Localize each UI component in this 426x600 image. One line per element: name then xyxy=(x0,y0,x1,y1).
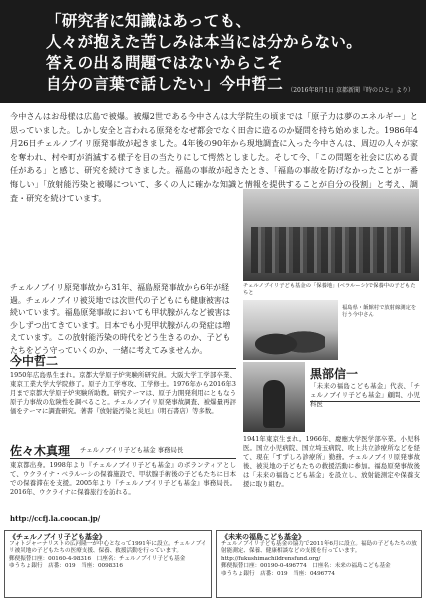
quote-line-2: 人々が抱えた苦しみは本当には分からない。 xyxy=(46,32,363,51)
quote-source: （2016年8月1日 京都新聞『時のひと』より） xyxy=(287,87,414,94)
footer-fukushima-fund xyxy=(216,530,422,598)
divider xyxy=(10,368,236,369)
photo1-caption: チェルノブイリ子ども基金の「保養地」(ベラルーシ)で保養中の子どもたちと xyxy=(243,283,416,296)
quote-line-4: 自分の言葉で話したい」今中哲二 xyxy=(46,74,284,93)
speaker3-role: 「未来の福島こども基金」代表、「チェルノブイリ子ども基金」顧問、小児科医 xyxy=(310,382,420,409)
footer-left-account: 郵便振替口座：00160-4-98316 口座名：チェルノブイリ子ども基金 xyxy=(9,555,186,562)
footer-right-account: 郵便振替口座：00190-0-496774 口座名：未来の福島こども基金 xyxy=(221,563,391,569)
group-photo-people xyxy=(251,227,411,273)
portrait-photo xyxy=(243,362,305,432)
speaker3-bio: 1941年東京生まれ。1966年、慶應大学医学部卒業。小児科医。国立小児病院、国立埼玉病院、吹上共立診療所などを経て、現在「すずしろ診療所」勤務。チェルノブイリ原発事故後、被災地の子どもたちの救援活動に参加。福島原発事故後は「未来の福島こども基金」を設立し、放射能測定や保養支援に取り組む。 xyxy=(243,435,420,489)
speaker2-bio: 東京都出身。1998年より『チェルノブイリ子ども基金』のボランティアとして、ウクライナ・ベラルーシの保養施設で、甲状腺手術後の子どもたちに日本での保養滞在を支援。2005年より『チェルノブイリ子ども基金』事務局長。2016年、ウクライナに保養旅行を訪れる。 xyxy=(10,461,236,497)
website-url[interactable]: http://ccfj.la.coocan.jp/ xyxy=(10,514,101,523)
header-quote xyxy=(46,10,406,94)
landscape-photo xyxy=(243,300,338,360)
footer-left-bank: ゆうちょ銀行 店番：019 当座：0098316 xyxy=(9,563,123,569)
speaker1-bio: 1950年広島県生まれ。京都大学原子炉実験所研究員。大阪大学工学部卒業、東京工業大学大学院修了。原子力工学専攻、工学修士。1976年から2016年3月まで京都大学原子炉実験所助教。研究テーマは、原子力開発利用にともなう原子力事故の危険性を調べること。チェルノブイリ原発事故調査、被爆量再評価をテーマに調査研究。著書『放射能汚染と災厄』（明石書店）等多数。 xyxy=(10,371,236,416)
body-text: チェルノブイリ原発事故から31年、福島原発事故から6年が経過。チェルノブイリ被災地では次世代の子どもにも健康被害は続いています。福島原発事故においても甲状腺がんなど被害は少しずつ出てきています。日本でも小児甲状腺がんの発症は増えています。この放射能汚染の時代をどう生きるのか、子どもたちをどう守っていくのか、一緒に考えてみませんか。 xyxy=(10,283,231,355)
group-photo xyxy=(243,189,419,281)
photo3-caption: 福島県・飯館村で放射線測定を行う今中さん xyxy=(342,305,417,318)
speaker2-role: チェルノブイリ子ども基金 事務局長 xyxy=(80,446,184,454)
quote-line-3: 答えの出る問題ではないからこそ xyxy=(46,53,284,72)
header-banner xyxy=(0,0,426,103)
footer-right-bank: ゆうちょ銀行 店番：019 当座：0496774 xyxy=(221,570,335,577)
speaker3-name: 黒部信一 xyxy=(310,367,359,381)
quote-line-1: 「研究者に知識はあっても、 xyxy=(46,11,252,30)
footer-right-text: チェルノブイリ子ども基金の協力で2011年6月に設立。福島の子どもたちの放射能測定、保養、健康相談などの支援を行っています。 xyxy=(221,540,417,554)
landscape-tree xyxy=(255,320,325,360)
speaker2-name: 佐々木真理 xyxy=(10,444,71,458)
intro-text: 今中さんはお母様は広島で被爆。被爆2世である今中さんは大学院生の頃までは「原子力は夢のエネルギー」と思っていました。しかし安全と言われる原発をなぜ都会でなく田舎に造るのか疑問を持ち始めました。1986年4月26日チェルノブイリ原発事故が起きました。4年後の90年から現地調査に入った今中さんは、周辺の人々が家を奪われ、村や町が消滅する様子を目の当たりにして愕然としました。そして今、「この問題を社会に広める責任がある」と感じ、研究を続けてきました。福島の事故が起きたとき、「福島の事故を防げなかったことが一番悔しい」「放射能汚染と被曝について、多くの人に確かな知識と情報を提供することが自分の役割」と考え、調査・研究を続けています。 xyxy=(10,111,418,203)
footer-left-text: フォトジャーナリストの広河隆一が中心となって1991年に設立。チェルノブイリ被災地の子どもたちの医療支援、保養、救援活動を行っています。 xyxy=(9,540,207,554)
footer-chernobyl-fund xyxy=(4,530,212,598)
footer-left-title: 《チェルノブイリ子ども基金》 xyxy=(9,532,106,541)
portrait-figure xyxy=(263,380,285,428)
footer-right-url[interactable]: http://fukushimachildrensfund.org/ xyxy=(221,555,321,562)
divider xyxy=(310,401,420,402)
divider xyxy=(10,458,236,459)
speaker1-name: 今中哲二 xyxy=(10,354,59,368)
footer-right-title: 《未来の福島こども基金》 xyxy=(221,532,305,541)
